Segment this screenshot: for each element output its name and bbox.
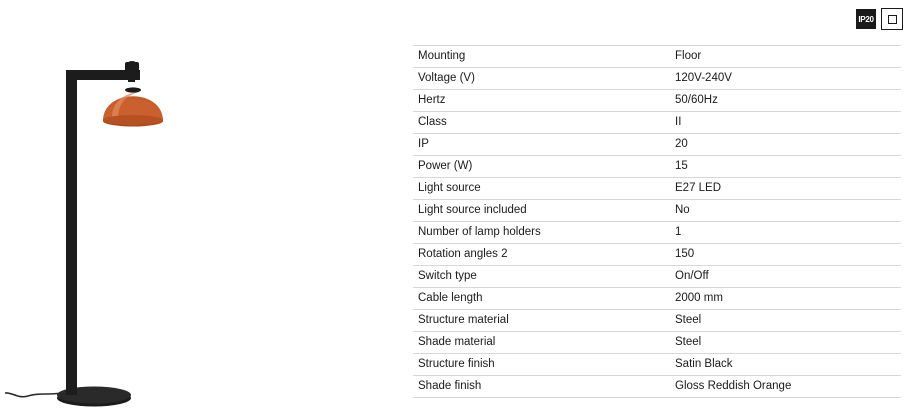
spec-value: 2000 mm — [670, 288, 901, 310]
table-row — [413, 310, 901, 332]
table-row — [413, 134, 901, 156]
spec-value: No — [670, 200, 901, 222]
class-two-inner-square — [888, 15, 897, 24]
spec-value: Satin Black — [670, 354, 901, 376]
table-row — [413, 332, 901, 354]
spec-value: 15 — [670, 156, 901, 178]
spec-value: 150 — [670, 244, 901, 266]
spec-label: Light source included — [413, 200, 670, 222]
product-image-panel — [0, 0, 400, 419]
table-row — [413, 68, 901, 90]
table-row — [413, 90, 901, 112]
spec-label: Shade finish — [413, 376, 670, 398]
spec-value: Floor — [670, 46, 901, 68]
table-row — [413, 266, 901, 288]
spec-label: Structure finish — [413, 354, 670, 376]
table-row — [413, 112, 901, 134]
spec-label: Light source — [413, 178, 670, 200]
spec-label: Hertz — [413, 90, 670, 112]
spec-value: E27 LED — [670, 178, 901, 200]
spec-value: II — [670, 112, 901, 134]
table-row — [413, 46, 901, 68]
spec-label: Power (W) — [413, 156, 670, 178]
table-row — [413, 288, 901, 310]
table-row — [413, 178, 901, 200]
spec-label: Structure material — [413, 310, 670, 332]
spec-value: 20 — [670, 134, 901, 156]
spec-label: Class — [413, 112, 670, 134]
floor-lamp-illustration — [0, 0, 400, 419]
table-row — [413, 222, 901, 244]
table-row — [413, 354, 901, 376]
table-row — [413, 376, 901, 398]
spec-value: 120V-240V — [670, 68, 901, 90]
ip-rating-icon: IP20 — [856, 9, 876, 29]
specifications-table-body — [413, 46, 901, 398]
table-row — [413, 156, 901, 178]
spec-label: Voltage (V) — [413, 68, 670, 90]
spec-value: On/Off — [670, 266, 901, 288]
spec-value: 1 — [670, 222, 901, 244]
spec-value: Steel — [670, 310, 901, 332]
spec-label: Shade material — [413, 332, 670, 354]
spec-value: Steel — [670, 332, 901, 354]
spec-label: Cable length — [413, 288, 670, 310]
class-two-square-icon — [881, 8, 903, 30]
certification-icon-cluster — [856, 8, 903, 30]
spec-value: 50/60Hz — [670, 90, 901, 112]
spec-label: Rotation angles 2 — [413, 244, 670, 266]
spec-label: Mounting — [413, 46, 670, 68]
table-row — [413, 200, 901, 222]
table-row — [413, 244, 901, 266]
spec-label: IP — [413, 134, 670, 156]
specifications-table — [413, 45, 901, 398]
spec-label: Number of lamp holders — [413, 222, 670, 244]
spec-value: Gloss Reddish Orange — [670, 376, 901, 398]
spec-label: Switch type — [413, 266, 670, 288]
